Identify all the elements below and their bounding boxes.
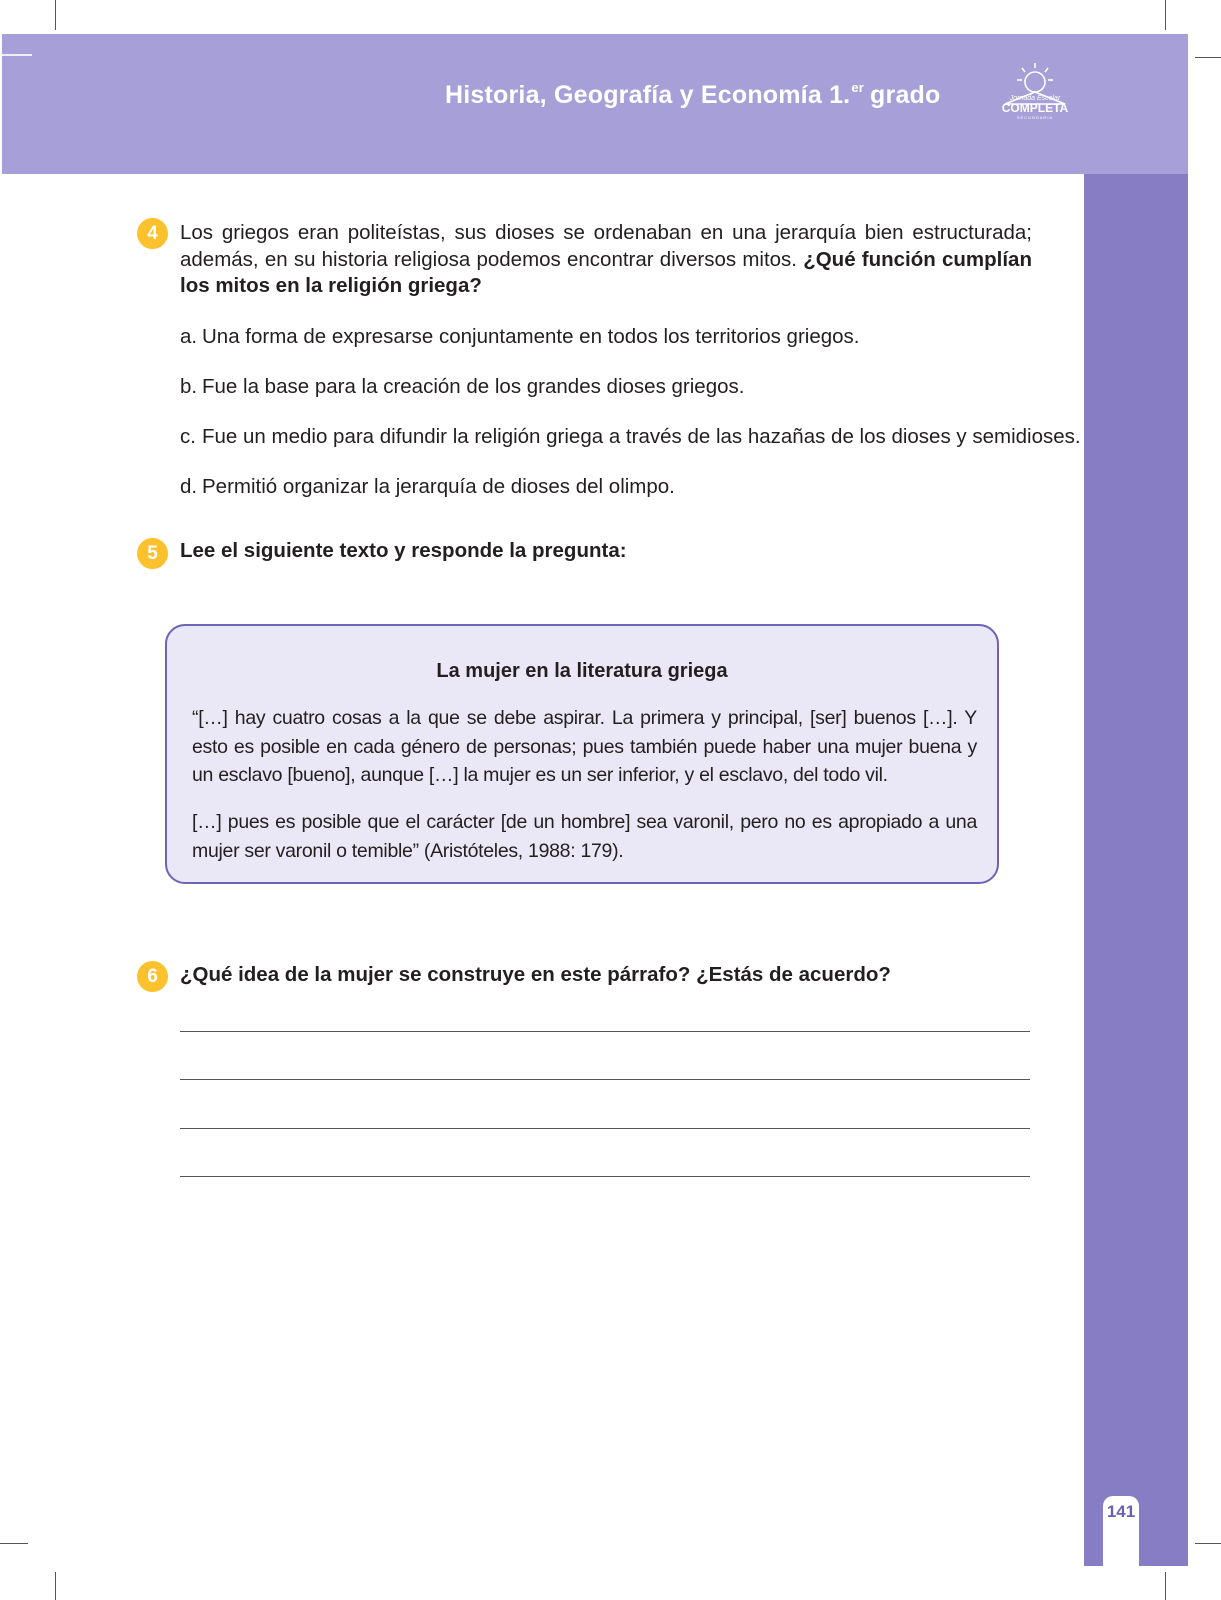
question-6-text: ¿Qué idea de la mujer se construye en este párrafo? ¿Estás de acuerdo? bbox=[180, 963, 891, 986]
logo-sub-text: SECUNDARIA bbox=[1016, 115, 1054, 120]
question-4-text bbox=[180, 220, 1032, 300]
crop-mark bbox=[1165, 1572, 1166, 1600]
question-5-prompt: Lee el siguiente texto y responde la pregunta: bbox=[180, 539, 627, 562]
crop-mark bbox=[0, 1543, 28, 1544]
option-letter: b. bbox=[180, 375, 198, 398]
option-text: Fue la base para la creación de los grandes dioses griegos. bbox=[202, 375, 745, 398]
option-letter: a. bbox=[180, 325, 198, 348]
quote-paragraph-2: […] pues es posible que el carácter [de un hombre] sea varonil, pero no es apropiado a una mujer ser varonil o temible” (Aristóteles, 1988: 179). bbox=[192, 811, 977, 862]
quote-box bbox=[165, 624, 999, 884]
option-text: Permitió organizar la jerarquía de dioses del olimpo. bbox=[202, 475, 675, 498]
page-number: 141 bbox=[1106, 1502, 1136, 1521]
answer-line[interactable] bbox=[180, 1031, 1030, 1032]
option-c[interactable] bbox=[180, 424, 1081, 450]
jornada-escolar-logo bbox=[995, 58, 1081, 124]
answer-line[interactable] bbox=[180, 1128, 1030, 1129]
quote-paragraph-1: “[…] hay cuatro cosas a la que se debe aspirar. La primera y principal, [ser] buenos […]. Y esto es posible en cada género de personas; pues también puede haber una mujer buena y un esclavo [bueno], aunque […] la mujer es un ser inferior, y el esclavo, del todo vil. bbox=[192, 707, 977, 786]
option-b[interactable] bbox=[180, 374, 744, 400]
quote-title: La mujer en la literatura griega bbox=[436, 660, 728, 682]
crop-mark bbox=[1195, 57, 1221, 58]
header-title bbox=[445, 75, 965, 115]
logo-main-text: COMPLETA bbox=[1001, 101, 1069, 115]
title-main: Historia, Geografía y Economía 1. bbox=[445, 80, 851, 109]
option-text: Fue un medio para difundir la religión griega a través de las hazañas de los dioses y semidioses. bbox=[202, 425, 1081, 448]
option-d[interactable] bbox=[180, 474, 675, 500]
right-sidebar bbox=[1084, 174, 1188, 1566]
answer-line[interactable] bbox=[180, 1079, 1030, 1080]
option-letter: c. bbox=[180, 425, 196, 448]
crop-mark bbox=[1195, 1543, 1221, 1544]
question-number-badge: 6 bbox=[137, 961, 168, 992]
crop-mark bbox=[55, 1572, 56, 1600]
question-number-badge: 4 bbox=[137, 218, 168, 249]
title-end: grado bbox=[870, 80, 941, 109]
option-a[interactable] bbox=[180, 324, 859, 350]
question-4-intro: Los griegos eran politeístas, sus dioses se ordenaban en una jerarquía bien estructurada; además, en su historia religiosa podemos encontrar diversos mitos. bbox=[180, 221, 1032, 271]
question-4-question: ¿Qué función cumplían los mitos en la religión griega? bbox=[180, 247, 1032, 297]
crop-mark bbox=[1165, 0, 1166, 30]
logo-top-text: Jornada Escolar bbox=[1009, 95, 1061, 102]
option-letter: d. bbox=[180, 475, 198, 498]
crop-mark bbox=[55, 0, 56, 30]
option-text: Una forma de expresarse conjuntamente en todos los territorios griegos. bbox=[202, 325, 860, 348]
header-divider bbox=[2, 54, 32, 56]
answer-line[interactable] bbox=[180, 1176, 1030, 1177]
question-number-badge: 5 bbox=[137, 538, 168, 569]
title-superscript: er bbox=[851, 79, 865, 95]
